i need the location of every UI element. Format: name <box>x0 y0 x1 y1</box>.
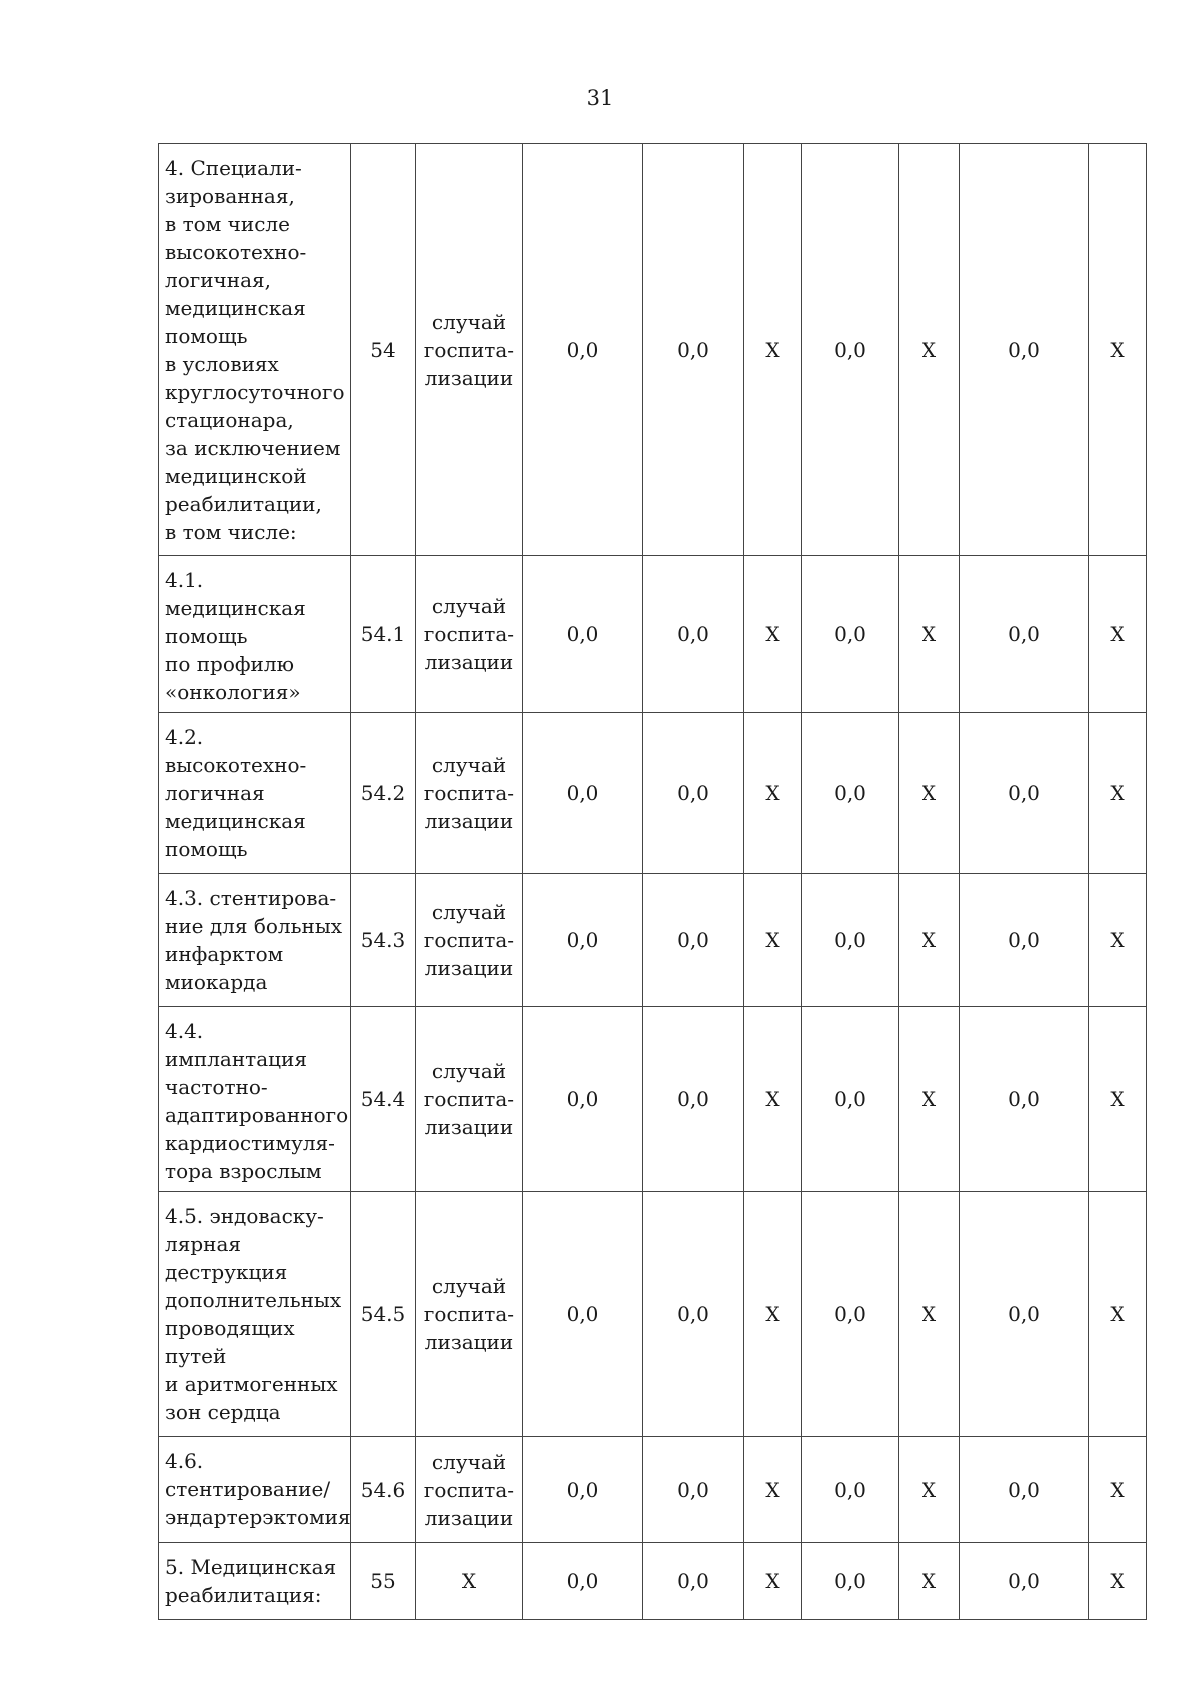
table-row <box>159 1543 1147 1620</box>
value-col-6-cell: 0,0 <box>960 1007 1089 1192</box>
value-col-2-cell: 0,0 <box>643 1192 744 1437</box>
row-name-cell: 4.6. стентирование/ эндартерэктомия <box>159 1437 351 1543</box>
table-row <box>159 1192 1147 1437</box>
row-unit-cell: случай госпита- лизации <box>416 1192 523 1437</box>
value-col-7-cell: X <box>1089 144 1147 556</box>
value-col-3-cell: X <box>744 144 802 556</box>
value-col-4-cell: 0,0 <box>802 556 899 713</box>
value-col-6-cell: 0,0 <box>960 1437 1089 1543</box>
value-col-4-cell: 0,0 <box>802 1543 899 1620</box>
value-col-3-cell: X <box>744 1192 802 1437</box>
table-row <box>159 713 1147 874</box>
value-col-7-cell: X <box>1089 713 1147 874</box>
value-col-7-cell: X <box>1089 1007 1147 1192</box>
row-name-cell: 4. Специали- зированная, в том числе высокотехно- логичная, медицинская помощь в условиях круглосуточного стационара, за исключением медицинской реабилитации, в том числе: <box>159 144 351 556</box>
value-col-5-cell: X <box>899 144 960 556</box>
row-name-cell: 4.4. имплантация частотно- адаптированного кардиостимуля- тора взрослым <box>159 1007 351 1192</box>
value-col-2-cell: 0,0 <box>643 144 744 556</box>
row-unit-cell: случай госпита- лизации <box>416 1437 523 1543</box>
row-name-cell: 4.1. медицинская помощь по профилю «онкология» <box>159 556 351 713</box>
value-col-2-cell: 0,0 <box>643 1543 744 1620</box>
table-row <box>159 874 1147 1007</box>
value-col-2-cell: 0,0 <box>643 713 744 874</box>
row-code-cell: 54.6 <box>351 1437 416 1543</box>
value-col-4-cell: 0,0 <box>802 144 899 556</box>
row-unit-cell: случай госпита- лизации <box>416 713 523 874</box>
row-code-cell: 54.1 <box>351 556 416 713</box>
value-col-7-cell: X <box>1089 1543 1147 1620</box>
value-col-5-cell: X <box>899 556 960 713</box>
row-unit-cell: случай госпита- лизации <box>416 874 523 1007</box>
value-col-7-cell: X <box>1089 1437 1147 1543</box>
value-col-6-cell: 0,0 <box>960 144 1089 556</box>
value-col-1-cell: 0,0 <box>523 874 643 1007</box>
row-name-cell: 5. Медицинская реабилитация: <box>159 1543 351 1620</box>
value-col-1-cell: 0,0 <box>523 144 643 556</box>
row-code-cell: 54.3 <box>351 874 416 1007</box>
value-col-6-cell: 0,0 <box>960 556 1089 713</box>
value-col-6-cell: 0,0 <box>960 874 1089 1007</box>
value-col-3-cell: X <box>744 874 802 1007</box>
value-col-3-cell: X <box>744 1437 802 1543</box>
value-col-4-cell: 0,0 <box>802 1192 899 1437</box>
value-col-2-cell: 0,0 <box>643 1437 744 1543</box>
value-col-1-cell: 0,0 <box>523 556 643 713</box>
row-name-cell: 4.3. стентирова- ние для больных инфарктом миокарда <box>159 874 351 1007</box>
value-col-4-cell: 0,0 <box>802 713 899 874</box>
value-col-5-cell: X <box>899 1007 960 1192</box>
table-row <box>159 1437 1147 1543</box>
table-body <box>159 144 1147 1620</box>
value-col-2-cell: 0,0 <box>643 874 744 1007</box>
value-col-4-cell: 0,0 <box>802 1437 899 1543</box>
value-col-5-cell: X <box>899 1192 960 1437</box>
table-row <box>159 556 1147 713</box>
row-name-cell: 4.2. высокотехно- логичная медицинская помощь <box>159 713 351 874</box>
value-col-1-cell: 0,0 <box>523 1007 643 1192</box>
value-col-2-cell: 0,0 <box>643 1007 744 1192</box>
value-col-6-cell: 0,0 <box>960 1543 1089 1620</box>
value-col-5-cell: X <box>899 1543 960 1620</box>
value-col-7-cell: X <box>1089 874 1147 1007</box>
row-code-cell: 54.4 <box>351 1007 416 1192</box>
value-col-4-cell: 0,0 <box>802 874 899 1007</box>
value-col-3-cell: X <box>744 1007 802 1192</box>
table-row <box>159 1007 1147 1192</box>
page-number: 31 <box>586 86 614 110</box>
value-col-4-cell: 0,0 <box>802 1007 899 1192</box>
value-col-1-cell: 0,0 <box>523 1437 643 1543</box>
table-row <box>159 144 1147 556</box>
value-col-3-cell: X <box>744 1543 802 1620</box>
row-code-cell: 54.2 <box>351 713 416 874</box>
value-col-3-cell: X <box>744 713 802 874</box>
value-col-5-cell: X <box>899 713 960 874</box>
value-col-6-cell: 0,0 <box>960 713 1089 874</box>
data-table <box>158 143 1147 1620</box>
value-col-5-cell: X <box>899 874 960 1007</box>
row-unit-cell: случай госпита- лизации <box>416 144 523 556</box>
row-code-cell: 55 <box>351 1543 416 1620</box>
value-col-7-cell: X <box>1089 1192 1147 1437</box>
value-col-3-cell: X <box>744 556 802 713</box>
row-unit-cell: X <box>416 1543 523 1620</box>
row-code-cell: 54.5 <box>351 1192 416 1437</box>
row-name-cell: 4.5. эндоваску- лярная деструкция дополнительных проводящих путей и аритмогенных зон сердца <box>159 1192 351 1437</box>
row-unit-cell: случай госпита- лизации <box>416 556 523 713</box>
value-col-7-cell: X <box>1089 556 1147 713</box>
row-code-cell: 54 <box>351 144 416 556</box>
value-col-2-cell: 0,0 <box>643 556 744 713</box>
value-col-1-cell: 0,0 <box>523 1543 643 1620</box>
value-col-6-cell: 0,0 <box>960 1192 1089 1437</box>
row-unit-cell: случай госпита- лизации <box>416 1007 523 1192</box>
value-col-5-cell: X <box>899 1437 960 1543</box>
value-col-1-cell: 0,0 <box>523 1192 643 1437</box>
value-col-1-cell: 0,0 <box>523 713 643 874</box>
